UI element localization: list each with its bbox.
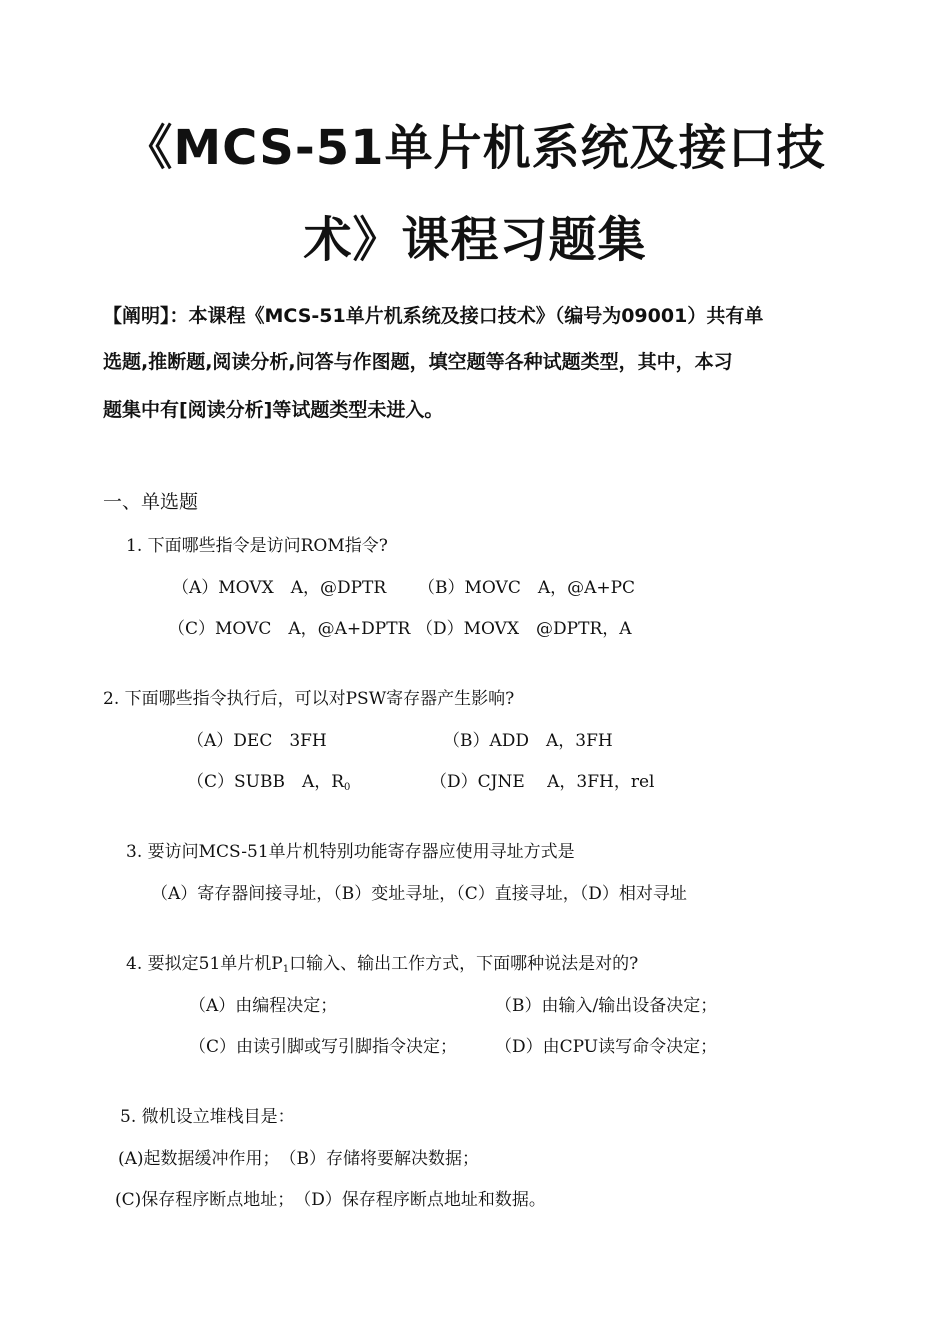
question-3-stem: 3. 要访问MCS-51单片机特别功能寄存器应使用寻址方式是 <box>126 842 575 862</box>
preface-line-3: 题集中有[阅读分析]等试题类型未进入。 <box>103 399 444 421</box>
question-5-options-line-1: (A)起数据缓冲作用； （B）存储将要解决数据； <box>118 1149 480 1169</box>
question-1-option-b: （B）MOVC A，@A+PC <box>418 578 636 598</box>
question-5-stem: 5. 微机设立堆栈目是： <box>120 1107 295 1127</box>
title-line-1: 《MCS-51单片机系统及接口技 <box>124 120 826 176</box>
question-2-option-d: （D）CJNE A，3FH，rel <box>430 772 655 792</box>
section-heading: 一、单选题 <box>103 491 199 513</box>
title-line-2: 术》课程习题集 <box>303 212 647 268</box>
question-4-option-d: （D）由CPU读写命令决定； <box>495 1037 718 1057</box>
question-4-option-c: （C）由读引脚或写引脚指令决定； <box>189 1037 458 1057</box>
question-1-option-a: （A）MOVX A，@DPTR <box>172 578 387 598</box>
question-4-stem: 4. 要拟定51单片机$P_1$口输入、输出工作方式，下面哪种说法是对的? <box>126 954 639 975</box>
question-2-option-c: （C）SUBB A，$R_0$ <box>187 772 351 793</box>
register-subscript: 0 <box>344 782 351 793</box>
port-subscript: 1 <box>282 964 290 975</box>
question-1-option-d: （D）MOVX @DPTR，A <box>416 619 632 639</box>
question-4-option-a: （A）由编程决定； <box>189 996 338 1016</box>
question-3-options: （A）寄存器间接寻址，（B）变址寻址，（C）直接寻址，（D）相对寻址 <box>151 884 687 904</box>
preface-line-2: 选题,推断题,阅读分析,问答与作图题，填空题等各种试题类型，其中，本习 <box>103 351 733 373</box>
question-4-option-b: （B）由输入/输出设备决定； <box>495 996 718 1016</box>
preface-line-1: 【阐明】：本课程《MCS-51单片机系统及接口技术》（编号为09001）共有单 <box>103 305 764 327</box>
question-5-options-line-2: (C)保存程序断点地址； （D）保存程序断点地址和数据。 <box>115 1190 546 1210</box>
question-2-option-b: （B）ADD A，3FH <box>443 731 613 751</box>
question-1-option-c: （C）MOVC A，@A+DPTR <box>168 619 411 639</box>
question-2-stem: 2. 下面哪些指令执行后，可以对PSW寄存器产生影响? <box>103 689 515 709</box>
question-2-option-a: （A）DEC 3FH <box>187 731 327 751</box>
question-1-stem: 1. 下面哪些指令是访问ROM指令? <box>126 536 388 556</box>
